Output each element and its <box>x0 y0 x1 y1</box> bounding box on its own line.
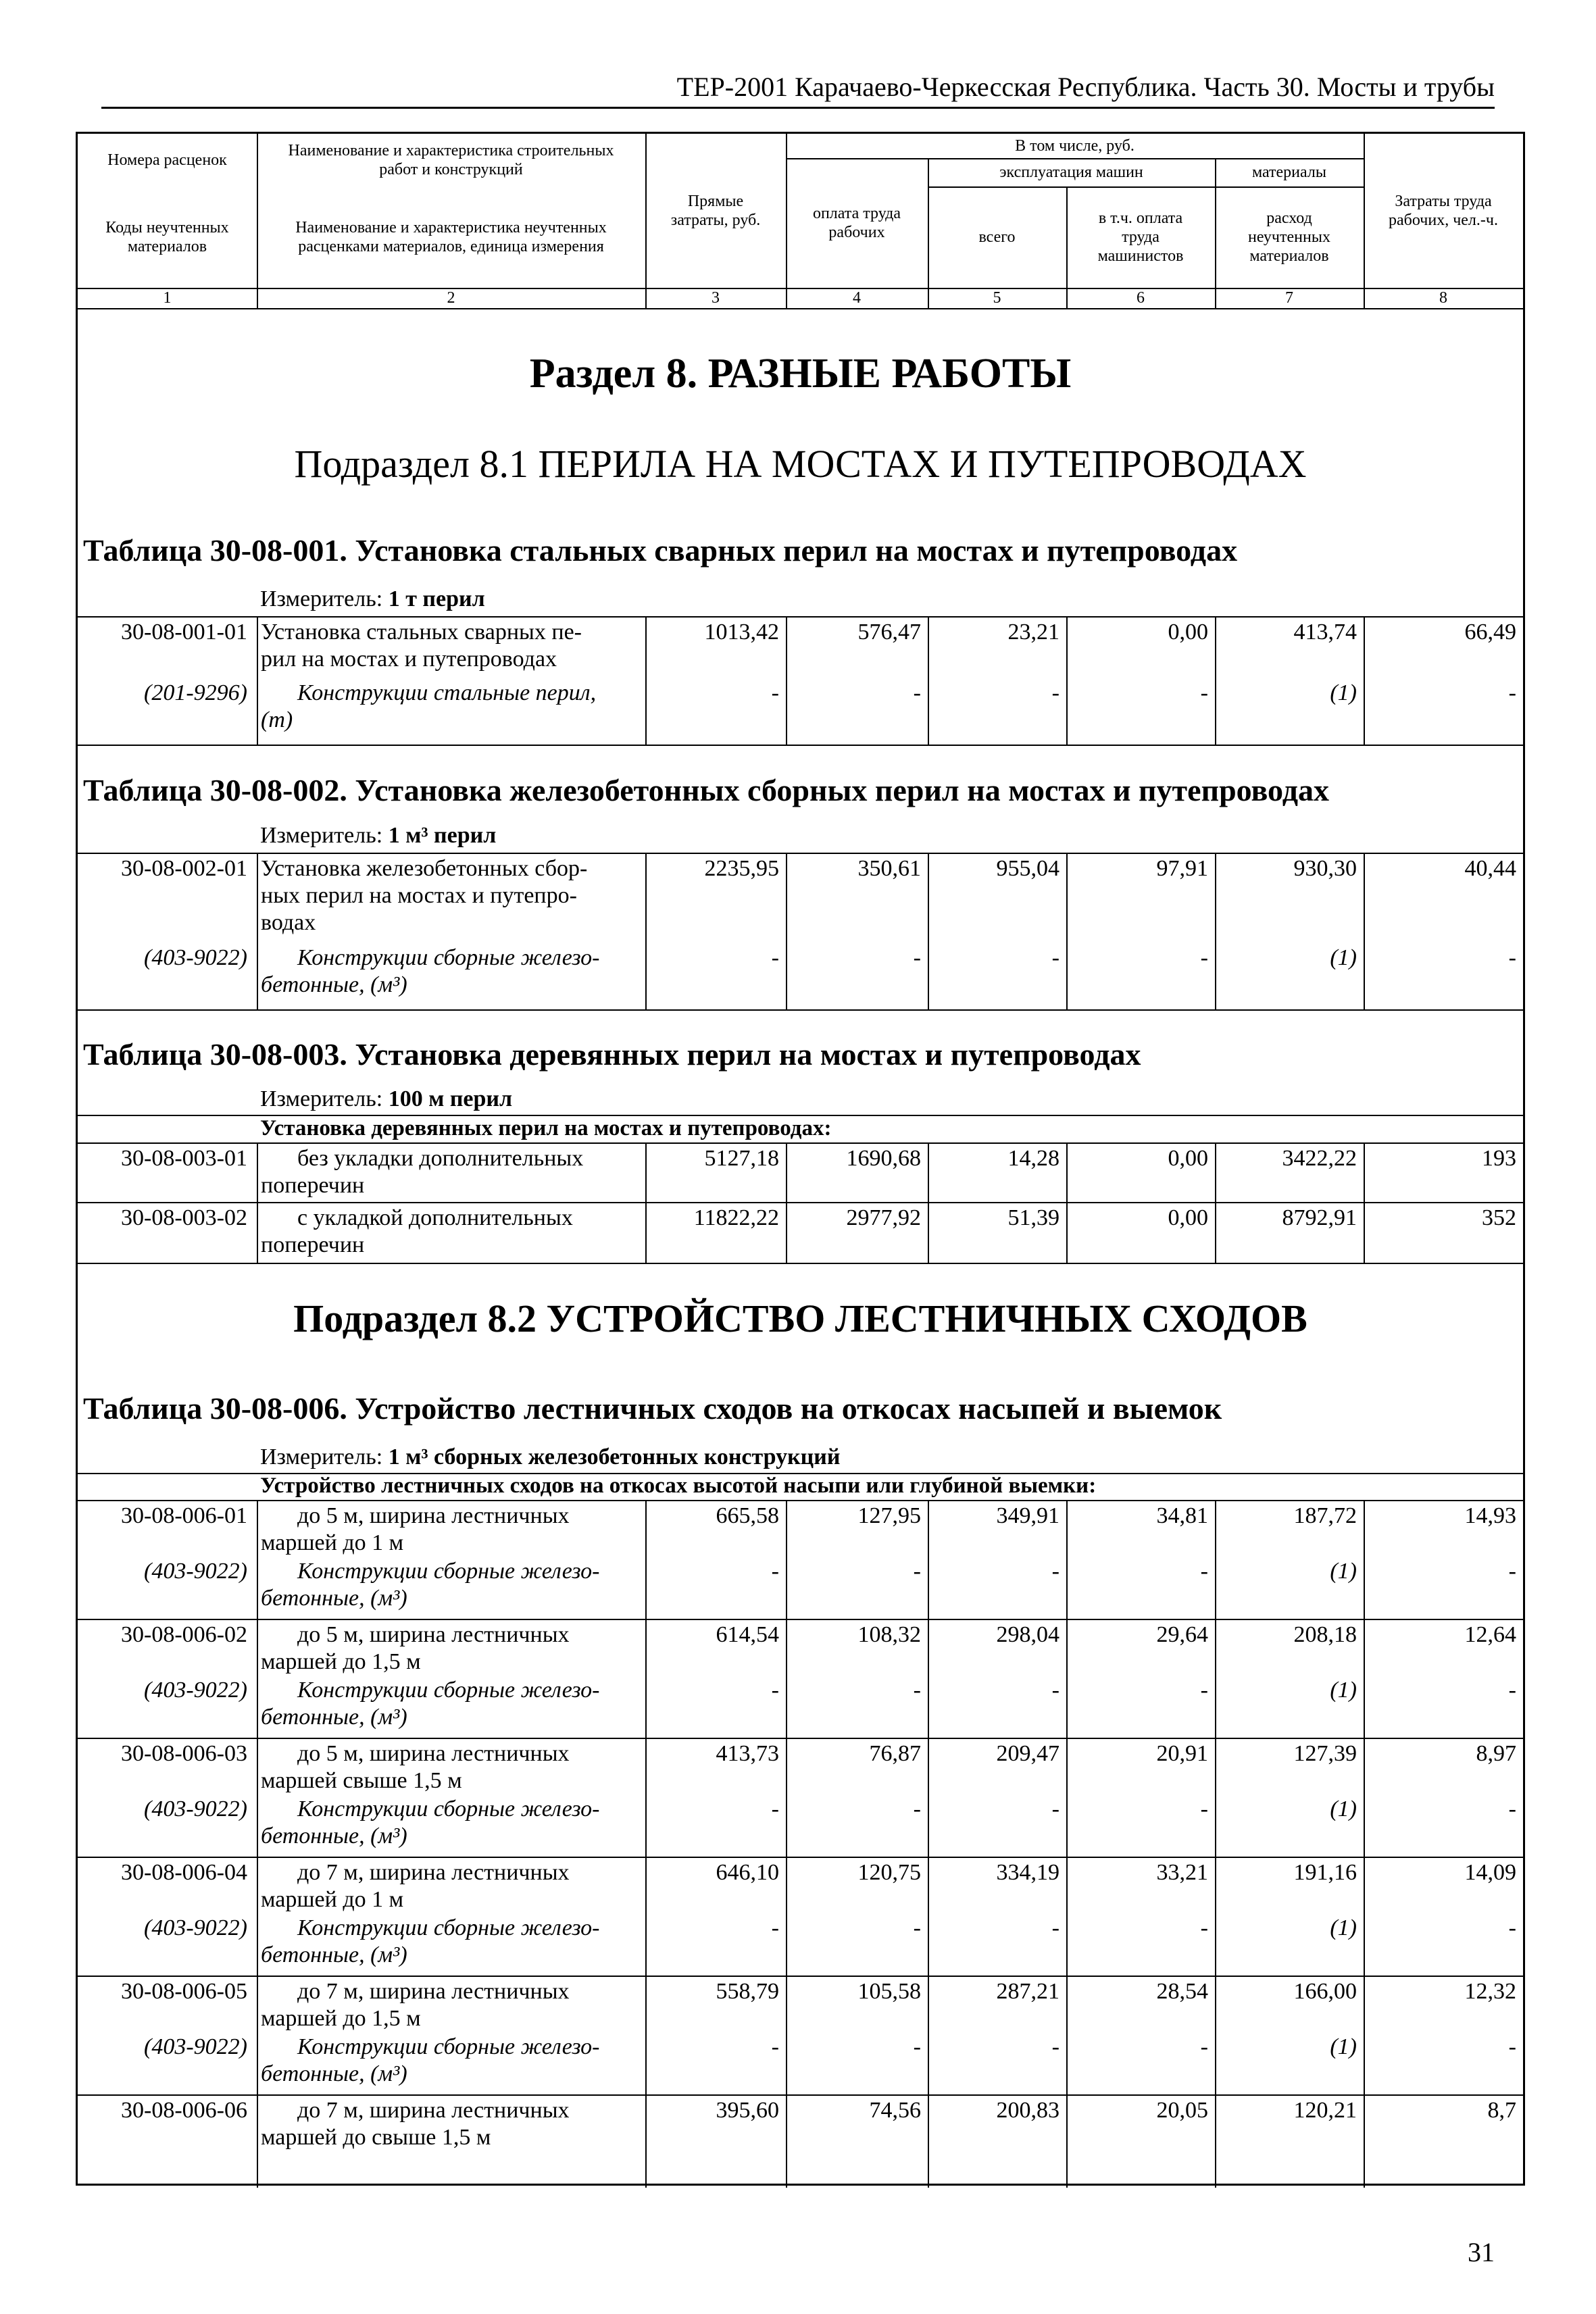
divider <box>786 134 787 308</box>
rate-code: 30-08-006-04 <box>121 1860 247 1885</box>
including-header: В том числе, руб. <box>1015 137 1134 155</box>
table-row <box>78 1976 1523 2094</box>
direct-cost: 5127,18 <box>704 1146 779 1171</box>
divider <box>1215 853 1216 1009</box>
work-name-line: водах <box>261 910 316 935</box>
labor-pay: 76,87 <box>869 1741 921 1766</box>
work-name-line: до 5 м, ширина лестничных <box>297 1741 570 1766</box>
material-name-line: Конструкции сборные железо- <box>297 1678 600 1703</box>
machines-total: 200,83 <box>996 2098 1059 2123</box>
work-name-line: до 5 м, ширина лестничных <box>297 1503 570 1528</box>
direct-cost: 614,54 <box>716 1622 779 1647</box>
machines-header: эксплуатация машин <box>999 164 1143 181</box>
material-value: - <box>1051 680 1059 705</box>
col-num-8: 8 <box>1439 289 1447 307</box>
material-value: - <box>771 1915 779 1940</box>
material-code: (403-9022) <box>144 1915 247 1940</box>
work-name-line: до 7 м, ширина лестничных <box>297 1860 570 1885</box>
col-num-1: 1 <box>163 289 172 307</box>
material-value: (1) <box>1330 2034 1357 2059</box>
machinists-pay: 29,64 <box>1156 1622 1208 1647</box>
page-number: 31 <box>1468 2237 1495 2267</box>
material-value: (1) <box>1330 945 1357 970</box>
material-name-line: бетонные, (м³) <box>261 1586 407 1611</box>
material-value: - <box>913 2034 921 2059</box>
machinists-pay: 20,91 <box>1156 1741 1208 1766</box>
labor-hours: 14,93 <box>1464 1503 1516 1528</box>
machines-total: 955,04 <box>996 856 1059 881</box>
material-value: - <box>1508 945 1516 970</box>
work-name-line: Установка стальных сварных пе- <box>261 620 582 645</box>
measure-4 <box>260 1444 840 1470</box>
material-value: - <box>913 680 921 705</box>
table-title-3: Таблица 30-08-003. Установка деревянных перил на мостах и путепроводах <box>83 1037 1141 1072</box>
table-row <box>78 1202 1523 1263</box>
material-value: (1) <box>1330 1796 1357 1821</box>
measure-label: Измеритель: <box>260 1086 383 1111</box>
table-row <box>78 1738 1523 1857</box>
col3-header: Прямые затраты, руб. <box>670 193 761 229</box>
divider <box>786 616 787 745</box>
divider <box>1066 616 1068 745</box>
labor-pay: 120,75 <box>857 1860 921 1885</box>
measure-value: 1 т перил <box>388 586 485 611</box>
work-name-line: Установка железобетонных сбор- <box>261 856 588 881</box>
measure-2 <box>260 823 496 849</box>
material-value: - <box>1200 2034 1208 2059</box>
divider <box>1364 1142 1365 1263</box>
labor-pay: 350,61 <box>857 856 921 881</box>
divider <box>1066 186 1068 308</box>
machines-total: 14,28 <box>1007 1146 1059 1171</box>
work-name-line: маршей до 1 м <box>261 1887 404 1912</box>
divider <box>78 288 1523 289</box>
material-value: - <box>1508 680 1516 705</box>
col1-bottom-header: Коды неучтенных материалов <box>105 219 229 255</box>
divider <box>78 1263 1523 1264</box>
material-name-line: Конструкции стальные перил, <box>297 680 597 705</box>
labor-hours: 193 <box>1482 1146 1516 1171</box>
table-row <box>78 1142 1523 1202</box>
material-value: - <box>1200 1559 1208 1584</box>
divider <box>1066 1500 1068 2188</box>
divider <box>1364 616 1365 745</box>
material-code: (201-9296) <box>144 680 247 705</box>
machines-total: 23,21 <box>1007 620 1059 645</box>
measure-label: Измеритель: <box>260 1444 383 1469</box>
table-row <box>78 2094 1523 2151</box>
section-title: Раздел 8. РАЗНЫЕ РАБОТЫ <box>529 351 1072 397</box>
material-value: - <box>1508 1678 1516 1703</box>
material-value: - <box>1508 1796 1516 1821</box>
materials-cost: 191,16 <box>1293 1860 1357 1885</box>
material-name-line: Конструкции сборные железо- <box>297 1559 600 1584</box>
materials-cost: 120,21 <box>1293 2098 1357 2123</box>
material-value: - <box>771 680 779 705</box>
material-name-line: Конструкции сборные железо- <box>297 1796 600 1821</box>
material-value: - <box>771 945 779 970</box>
material-value: - <box>1051 1796 1059 1821</box>
material-code: (403-9022) <box>144 945 247 970</box>
table-row <box>78 1857 1523 1976</box>
material-name-line: бетонные, (м³) <box>261 1705 407 1730</box>
divider <box>645 853 647 1009</box>
measure-label: Измеритель: <box>260 823 383 848</box>
material-value: (1) <box>1330 1915 1357 1940</box>
col-num-4: 4 <box>853 289 861 307</box>
materials-cost: 187,72 <box>1293 1503 1357 1528</box>
labor-pay: 127,95 <box>857 1503 921 1528</box>
material-value: - <box>1508 1915 1516 1940</box>
table-row <box>78 1500 1523 1619</box>
rate-code: 30-08-006-06 <box>121 2098 247 2123</box>
col-num-5: 5 <box>993 289 1001 307</box>
divider <box>786 1142 787 1263</box>
material-name-line: бетонные, (м³) <box>261 2061 407 2086</box>
rate-code: 30-08-006-03 <box>121 1741 247 1766</box>
material-value: - <box>1200 1915 1208 1940</box>
table-row <box>78 616 1523 745</box>
col7-header: расход неучтенных материалов <box>1248 209 1330 265</box>
material-value: - <box>1051 1559 1059 1584</box>
machinists-pay: 34,81 <box>1156 1503 1208 1528</box>
direct-cost: 558,79 <box>716 1979 779 2004</box>
material-value: - <box>913 945 921 970</box>
labor-hours: 14,09 <box>1464 1860 1516 1885</box>
material-value: - <box>1051 1678 1059 1703</box>
material-name-line: Конструкции сборные железо- <box>297 945 600 970</box>
divider <box>928 158 929 308</box>
divider <box>1364 853 1365 1009</box>
materials-cost: 413,74 <box>1293 620 1357 645</box>
direct-cost: 413,73 <box>716 1741 779 1766</box>
measure-label: Измеритель: <box>260 586 383 611</box>
rate-code: 30-08-003-01 <box>121 1146 247 1171</box>
col-num-6: 6 <box>1137 289 1145 307</box>
rate-code: 30-08-002-01 <box>121 856 247 881</box>
divider <box>786 853 787 1009</box>
divider <box>1364 1500 1365 2188</box>
material-value: - <box>1200 1678 1208 1703</box>
divider <box>928 186 1364 188</box>
materials-cost: 930,30 <box>1293 856 1357 881</box>
table-row <box>78 853 1523 1009</box>
materials-cost: 127,39 <box>1293 1741 1357 1766</box>
work-name-line: ных перил на мостах и путепро- <box>261 883 577 908</box>
divider <box>928 1500 929 2188</box>
divider <box>1215 158 1216 308</box>
rates-table <box>76 132 1525 2186</box>
material-value: - <box>1200 680 1208 705</box>
material-value: - <box>771 1796 779 1821</box>
divider <box>786 1500 787 2188</box>
work-name-line: с укладкой дополнительных <box>297 1205 573 1230</box>
running-header: ТЕР-2001 Карачаево-Черкесская Республика. Часть 30. Мосты и трубы <box>101 68 1495 109</box>
measure-value: 1 м³ сборных железобетонных конструкций <box>388 1444 841 1469</box>
material-value: - <box>771 1678 779 1703</box>
divider <box>786 158 1364 159</box>
labor-hours: 12,32 <box>1464 1979 1516 2004</box>
materials-cost: 8792,91 <box>1282 1205 1357 1230</box>
material-name-line: Конструкции сборные железо- <box>297 2034 600 2059</box>
labor-pay: 108,32 <box>857 1622 921 1647</box>
measure-3 <box>260 1086 512 1112</box>
divider <box>1066 853 1068 1009</box>
work-name-line: поперечин <box>261 1173 365 1198</box>
col5-header: всего <box>978 228 1016 246</box>
rate-code: 30-08-001-01 <box>121 620 247 645</box>
machinists-pay: 20,05 <box>1156 2098 1208 2123</box>
labor-pay: 576,47 <box>857 620 921 645</box>
machines-total: 51,39 <box>1007 1205 1059 1230</box>
material-value: (1) <box>1330 1559 1357 1584</box>
material-value: - <box>771 2034 779 2059</box>
work-name-line: маршей до свыше 1,5 м <box>261 2125 491 2150</box>
material-value: - <box>913 1559 921 1584</box>
material-value: (1) <box>1330 680 1357 705</box>
material-code: (403-9022) <box>144 1796 247 1821</box>
divider <box>78 745 1523 746</box>
table-row <box>78 1619 1523 1738</box>
material-value: - <box>1508 1559 1516 1584</box>
material-value: - <box>913 1915 921 1940</box>
col2-bottom-header: Наименование и характеристика неучтенных расценками материалов, единица измерения <box>295 219 607 255</box>
divider <box>1215 616 1216 745</box>
machinists-pay: 0,00 <box>1168 620 1208 645</box>
labor-hours: 352 <box>1482 1205 1516 1230</box>
material-code: (403-9022) <box>144 2034 247 2059</box>
col-num-2: 2 <box>447 289 455 307</box>
labor-hours: 8,97 <box>1476 1741 1516 1766</box>
divider <box>928 1142 929 1263</box>
divider <box>257 134 258 308</box>
material-value: - <box>1200 945 1208 970</box>
labor-hours: 12,64 <box>1464 1622 1516 1647</box>
work-name-line: без укладки дополнительных <box>297 1146 584 1171</box>
work-name-line: рил на мостах и путепроводах <box>261 647 557 672</box>
machines-total: 287,21 <box>996 1979 1059 2004</box>
material-code: (403-9022) <box>144 1559 247 1584</box>
machinists-pay: 97,91 <box>1156 856 1208 881</box>
work-name-line: маршей до 1 м <box>261 1530 404 1555</box>
col6-header: в т.ч. оплата труда машинистов <box>1097 209 1184 265</box>
divider <box>645 616 647 745</box>
material-value: - <box>1051 945 1059 970</box>
col4-header: оплата труда рабочих <box>812 205 901 241</box>
material-name-line: бетонные, (м³) <box>261 1823 407 1848</box>
group-heading-3: Установка деревянных перил на мостах и путепроводах: <box>260 1116 832 1140</box>
material-name-line: (т) <box>261 707 293 732</box>
machines-total: 298,04 <box>996 1622 1059 1647</box>
divider <box>1215 1142 1216 1263</box>
divider <box>645 1500 647 2188</box>
materials-header: материалы <box>1251 164 1326 181</box>
material-code: (403-9022) <box>144 1678 247 1703</box>
col8-header: Затраты труда рабочих, чел.-ч. <box>1389 193 1498 229</box>
labor-pay: 2977,92 <box>846 1205 921 1230</box>
direct-cost: 2235,95 <box>704 856 779 881</box>
direct-cost: 646,10 <box>716 1860 779 1885</box>
materials-cost: 166,00 <box>1293 1979 1357 2004</box>
material-value: - <box>1200 1796 1208 1821</box>
direct-cost: 11822,22 <box>693 1205 779 1230</box>
work-name-line: маршей до 1,5 м <box>261 1649 421 1674</box>
measure-value: 1 м³ перил <box>388 823 497 848</box>
material-name-line: бетонные, (м³) <box>261 1942 407 1967</box>
divider <box>928 853 929 1009</box>
material-value: (1) <box>1330 1678 1357 1703</box>
machines-total: 349,91 <box>996 1503 1059 1528</box>
material-value: - <box>913 1678 921 1703</box>
subsection-title-1: Подраздел 8.1 ПЕРИЛА НА МОСТАХ И ПУТЕПРОВОДАХ <box>294 442 1307 486</box>
rate-code: 30-08-006-05 <box>121 1979 247 2004</box>
measure-value: 100 м перил <box>388 1086 513 1111</box>
material-name-line: бетонные, (м³) <box>261 972 407 997</box>
material-value: - <box>913 1796 921 1821</box>
material-name-line: Конструкции сборные железо- <box>297 1915 600 1940</box>
material-value: - <box>1508 2034 1516 2059</box>
divider <box>257 1500 258 2188</box>
col-num-3: 3 <box>712 289 720 307</box>
divider <box>645 134 647 308</box>
machinists-pay: 33,21 <box>1156 1860 1208 1885</box>
table-title-2: Таблица 30-08-002. Установка железобетонных сборных перил на мостах и путепроводах <box>83 773 1329 807</box>
table-title-4: Таблица 30-08-006. Устройство лестничных сходов на откосах насыпей и выемок <box>83 1391 1222 1426</box>
material-value: - <box>1051 1915 1059 1940</box>
work-name-line: маршей свыше 1,5 м <box>261 1768 462 1793</box>
material-value: - <box>771 1559 779 1584</box>
machinists-pay: 0,00 <box>1168 1205 1208 1230</box>
work-name-line: до 7 м, ширина лестничных <box>297 2098 570 2123</box>
material-value: - <box>1051 2034 1059 2059</box>
labor-pay: 1690,68 <box>846 1146 921 1171</box>
divider <box>78 1009 1523 1011</box>
divider <box>928 616 929 745</box>
machinists-pay: 0,00 <box>1168 1146 1208 1171</box>
rate-code: 30-08-006-01 <box>121 1503 247 1528</box>
col1-top-header: Номера расценок <box>107 151 227 169</box>
work-name-line: до 7 м, ширина лестничных <box>297 1979 570 2004</box>
divider <box>1364 134 1365 308</box>
direct-cost: 395,60 <box>716 2098 779 2123</box>
divider <box>645 1142 647 1263</box>
divider <box>1066 1142 1068 1263</box>
work-name-line: поперечин <box>261 1232 365 1257</box>
labor-pay: 105,58 <box>857 1979 921 2004</box>
direct-cost: 1013,42 <box>704 620 779 645</box>
work-name-line: маршей до 1,5 м <box>261 2006 421 2031</box>
labor-pay: 74,56 <box>869 2098 921 2123</box>
materials-cost: 208,18 <box>1293 1622 1357 1647</box>
labor-hours: 40,44 <box>1464 856 1516 881</box>
labor-hours: 8,7 <box>1487 2098 1516 2123</box>
table-title-1: Таблица 30-08-001. Установка стальных сварных перил на мостах и путепроводах <box>83 533 1238 568</box>
machinists-pay: 28,54 <box>1156 1979 1208 2004</box>
col-num-7: 7 <box>1285 289 1293 307</box>
divider <box>78 308 1523 309</box>
divider <box>257 1142 258 1263</box>
group-heading-4: Устройство лестничных сходов на откосах высотой насыпи или глубиной выемки: <box>260 1474 1097 1498</box>
direct-cost: 665,58 <box>716 1503 779 1528</box>
divider <box>257 853 258 1009</box>
work-name-line: до 5 м, ширина лестничных <box>297 1622 570 1647</box>
rate-code: 30-08-006-02 <box>121 1622 247 1647</box>
col2-top-header: Наименование и характеристика строительных работ и конструкций <box>288 142 614 178</box>
labor-hours: 66,49 <box>1464 620 1516 645</box>
machines-total: 209,47 <box>996 1741 1059 1766</box>
divider <box>1215 1500 1216 2188</box>
subsection-title-2: Подраздел 8.2 УСТРОЙСТВО ЛЕСТНИЧНЫХ СХОДОВ <box>293 1297 1307 1340</box>
materials-cost: 3422,22 <box>1282 1146 1357 1171</box>
machines-total: 334,19 <box>996 1860 1059 1885</box>
measure-1 <box>260 586 485 612</box>
divider <box>257 616 258 745</box>
rate-code: 30-08-003-02 <box>121 1205 247 1230</box>
